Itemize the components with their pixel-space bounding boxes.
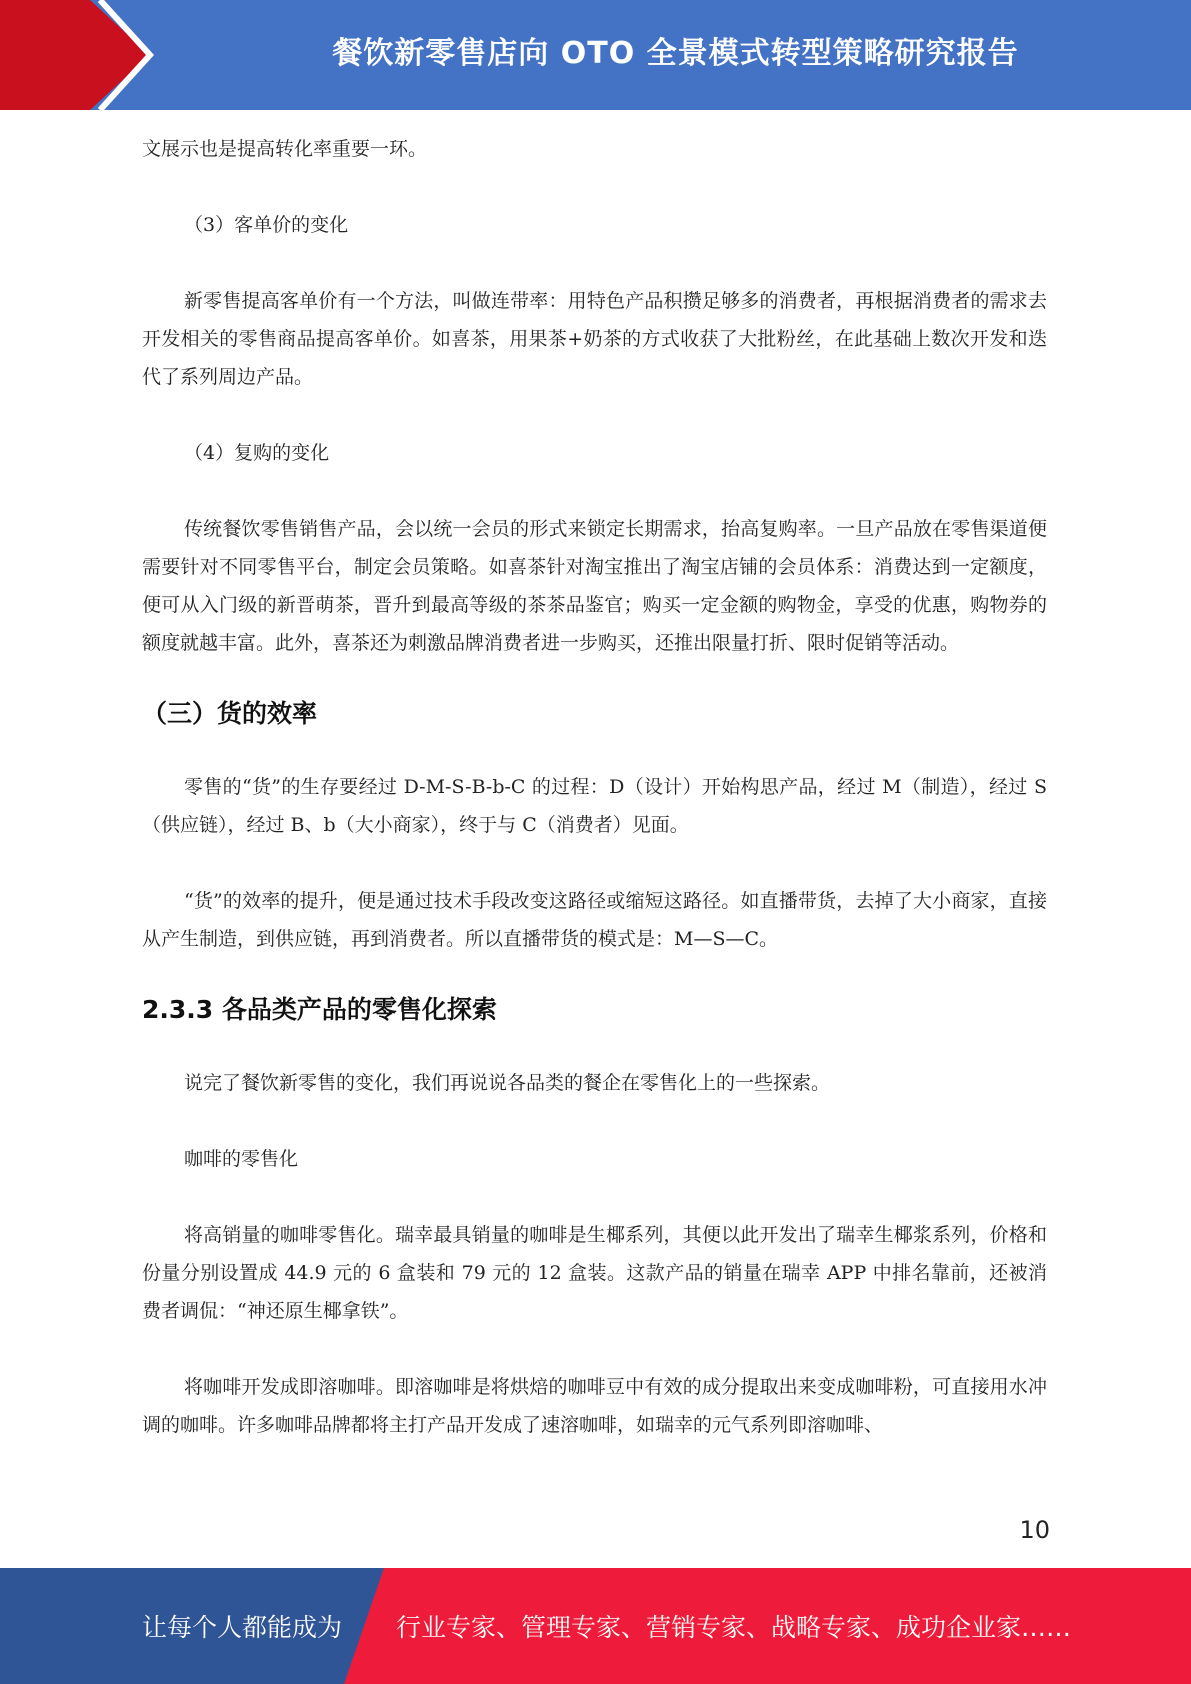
paragraph: 将咖啡开发成即溶咖啡。即溶咖啡是将烘焙的咖啡豆中有效的成分提取出来变成咖啡粉，可直接用水冲调的咖啡。许多咖啡品牌都将主打产品开发成了速溶咖啡，如瑞幸的元气系列即溶咖啡、 <box>142 1376 1047 1436</box>
paragraph: 新零售提高客单价有一个方法，叫做连带率：用特色产品积攒足够多的消费者，再根据消费者的需求去开发相关的零售商品提高客单价。如喜茶，用果茶+奶茶的方式收获了大批粉丝，在此基础上数次开发和迭代了系列周边产品。 <box>142 290 1047 388</box>
paragraph: 文展示也是提高转化率重要一环。 <box>142 138 428 160</box>
footer-slogan-right: 行业专家、管理专家、营销专家、战略专家、成功企业家…… <box>396 1613 1072 1642</box>
page-number: 10 <box>1019 1516 1050 1544</box>
page-header <box>0 0 1191 110</box>
footer-slogan-left: 让每个人都能成为 <box>142 1613 343 1642</box>
paragraph: 零售的“货”的生存要经过 D-M-S-B-b-C 的过程：D（设计）开始构思产品，经过 M（制造），经过 S（供应链），经过 B、b（大小商家），终于与 C（消费者）见面。 <box>142 776 1047 836</box>
paragraph: 咖啡的零售化 <box>184 1148 299 1170</box>
paragraph: “货”的效率的提升，便是通过技术手段改变这路径或缩短这路径。如直播带货，去掉了大小商家，直接从产生制造，到供应链，再到消费者。所以直播带货的模式是：M—S—C。 <box>142 890 1047 950</box>
page-footer <box>0 1568 1191 1684</box>
paragraph: 说完了餐饮新零售的变化，我们再说说各品类的餐企在零售化上的一些探索。 <box>184 1072 831 1094</box>
paragraph: 将高销量的咖啡零售化。瑞幸最具销量的咖啡是生椰系列，其便以此开发出了瑞幸生椰浆系列，价格和份量分别设置成 44.9 元的 6 盒装和 79 元的 12 盒装。这款产品的销量在瑞幸 APP 中排名靠前，还被消费者调侃：“神还原生椰拿铁”。 <box>142 1224 1047 1322</box>
header-title: 餐饮新零售店向 OTO 全景模式转型策略研究报告 <box>332 36 1019 71</box>
section-heading: 2.3.3 各品类产品的零售化探索 <box>142 995 497 1024</box>
subheading: （4）复购的变化 <box>184 442 330 464</box>
paragraph: 传统餐饮零售销售产品，会以统一会员的形式来锁定长期需求，抬高复购率。一旦产品放在零售渠道便需要针对不同零售平台，制定会员策略。如喜茶针对淘宝推出了淘宝店铺的会员体系：消费达到一定额度，便可从入门级的新晋萌茶，晋升到最高等级的茶茶品鉴官；购买一定金额的购物金，享受的优惠，购物券的额度就越丰富。此外，喜茶还为刺激品牌消费者进一步购买，还推出限量打折、限时促销等活动。 <box>142 518 1047 654</box>
section-heading: （三）货的效率 <box>142 699 318 728</box>
document-body <box>142 130 1047 1444</box>
subheading: （3）客单价的变化 <box>184 214 349 236</box>
